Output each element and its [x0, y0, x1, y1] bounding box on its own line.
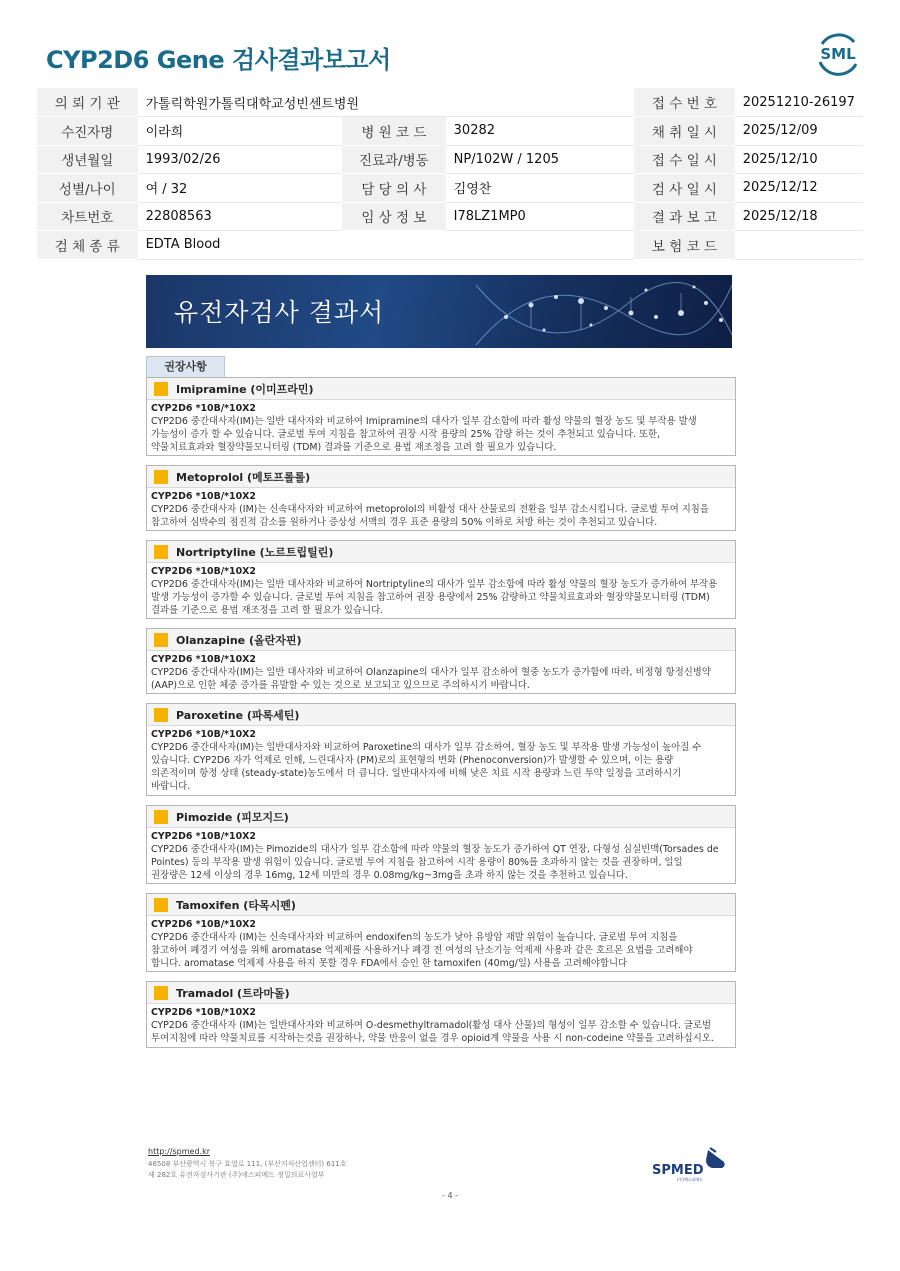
drug-marker-icon: [154, 382, 168, 396]
info-value: 김영찬: [446, 174, 635, 203]
info-value: 1993/02/26: [138, 145, 343, 174]
drug-text-line: CYP2D6 중간대사자(IM)는 일반 대사자와 비교하여 Imipramine의 대사가 일부 감소함에 따라 활성 약물의 혈장 농도 및 부작용 발생: [151, 416, 697, 427]
info-row: [37, 117, 863, 146]
drug-text-line: 결과를 기준으로 용법 재조정을 고려 할 필요가 있습니다.: [151, 605, 384, 616]
drug-marker-icon: [154, 810, 168, 824]
drug-card-tamoxifen: [146, 893, 736, 972]
info-label: 차트번호: [37, 202, 138, 231]
drug-card-imipramine: [146, 377, 736, 456]
info-label: 성별/나이: [37, 174, 138, 203]
drug-genotype: CYP2D6 *10B/*10X2: [151, 831, 256, 842]
drug-card-body: [147, 916, 735, 974]
info-row: [37, 88, 863, 117]
drug-genotype: CYP2D6 *10B/*10X2: [151, 566, 256, 577]
footer-address-line: 46508 부산광역시 북구 효열로 111, (부산지식산업센터) 611호: [148, 1160, 347, 1168]
info-value: 여 / 32: [138, 174, 343, 203]
drug-genotype: CYP2D6 *10B/*10X2: [151, 491, 256, 502]
info-label: 접 수 번 호: [634, 88, 735, 117]
drug-card-pimozide: [146, 805, 736, 884]
spmed-logo-text: SPMED: [652, 1163, 704, 1178]
drug-text-line: CYP2D6 중간대사자(IM)는 일반대사자와 비교하여 Paroxetine의 대사가 일부 감소하여, 혈장 농도 및 부작용 발생 가능성이 높아질 수: [151, 742, 702, 753]
info-label: 접 수 일 시: [634, 145, 735, 174]
drug-name: Tamoxifen (타목시펜): [176, 899, 296, 912]
drug-text-line: CYP2D6 중간대사자(IM)는 일반 대사자와 비교하여 Olanzapine의 대사가 일부 감소하여 혈중 농도가 증가함에 따라, 비정형 항정신병약: [151, 667, 711, 678]
drug-marker-icon: [154, 633, 168, 647]
drug-card-header: [147, 894, 735, 916]
drug-card-header: [147, 378, 735, 400]
info-label: 병 원 코 드: [342, 117, 446, 146]
drug-text-line: (AAP)으로 인한 체중 증가를 유발할 수 있는 것으로 보고되고 있으므로 주의하시기 바랍니다.: [151, 680, 530, 691]
footer-address: [148, 1159, 347, 1181]
drug-genotype: CYP2D6 *10B/*10X2: [151, 403, 256, 414]
drug-name: Paroxetine (파록세틴): [176, 709, 300, 722]
info-value: 2025/12/12: [735, 174, 863, 203]
footer-address-line: 제 282호 유전자검사기관 (주)에스피메드 정밀의료사업부: [148, 1171, 325, 1179]
drug-marker-icon: [154, 986, 168, 1000]
drug-text-line: CYP2D6 중간대사자 (IM)는 일반대사자와 비교하여 O-desmethyltramadol(활성 대사 산물)의 형성이 일부 감소할 수 있습니다. 글로벌: [151, 1020, 712, 1031]
drug-text-line: CYP2D6 중간대사자(IM)는 Pimozide의 대사가 일부 감소함에 따라 약물의 혈장 농도가 증가하여 QT 연장, 다형성 심실빈맥(Torsades de: [151, 844, 719, 855]
drug-text-line: CYP2D6 중간대사자 (IM)는 신속대사자와 비교하여 metoprolol의 비활성 대사 산물로의 전환을 일부 감소시킵니다. 글로벌 투여 지침을: [151, 504, 709, 515]
drug-genotype: CYP2D6 *10B/*10X2: [151, 654, 256, 665]
drug-text-line: Pointes) 등의 부작용 발생 위험이 있습니다. 글로벌 투여 지침을 참고하여 시작 용량이 80%를 초과하지 않는 것을 권장하며, 일일: [151, 857, 683, 868]
info-label: 결 과 보 고: [634, 202, 735, 231]
drug-name: Tramadol (트라마돌): [176, 987, 290, 1000]
drug-card-tramadol: [146, 981, 736, 1048]
drug-name: Imipramine (이미프라민): [176, 383, 314, 396]
drug-card-header: [147, 629, 735, 651]
drug-text-line: 가능성이 증가 할 수 있습니다. 글로벌 투여 지침을 참고하여 권장 시작 용량의 25% 감량 하는 것이 추천되고 있습니다. 또한,: [151, 429, 661, 440]
info-row: [37, 174, 863, 203]
drug-text-line: 참고하여 심박수의 점진적 감소를 원하거나 증상성 서맥의 경우 표준 용량의 50% 이하로 처방 하는 것이 추천되고 있습니다.: [151, 517, 658, 528]
report-title: CYP2D6 Gene 검사결과보고서: [46, 46, 391, 74]
drug-card-nortriptyline: [146, 540, 736, 619]
drug-text-line: 발생 가능성이 증가할 수 있습니다. 글로벌 투여 지침을 참고하여 권장 용량에서 25% 감량하고 약물치료효과와 혈장약물모니터링 (TDM): [151, 592, 710, 603]
drug-text-line: 의존적이며 항정 상태 (steady-state)농도에서 더 큽니다. 일반대사자에 비해 낮은 치료 시작 용량과 느린 투약 일정을 고려하시기: [151, 768, 682, 779]
info-value: 2025/12/18: [735, 202, 863, 231]
sml-logo-text: SML: [820, 45, 856, 63]
drug-text-line: 있습니다. CYP2D6 자가 억제로 인해, 느린대사자 (PM)로의 표현형의 변화 (Phenoconversion)가 발생할 수 있으며, 이는 용량: [151, 755, 674, 766]
drug-card-body: [147, 400, 735, 458]
info-value: I78LZ1MP0: [446, 202, 635, 231]
drug-text-line: 권장량은 12세 이상의 경우 16mg, 12세 미만의 경우 0.08mg/kg~3mg을 초과 하지 않는 것을 추천하고 있습니다.: [151, 870, 628, 881]
drug-text-line: CYP2D6 중간대사자 (IM)는 신속대사자와 비교하여 endoxifen의 농도가 낮아 유방암 재발 위험이 높습니다. 글로벌 투여 지침을: [151, 932, 678, 943]
info-value: 2025/12/09: [735, 117, 863, 146]
drug-name: Nortriptyline (노르트립틸린): [176, 546, 334, 559]
drug-name: Metoprolol (메토프롤롤): [176, 471, 311, 484]
drug-marker-icon: [154, 898, 168, 912]
info-value: NP/102W / 1205: [446, 145, 635, 174]
info-value-requesting-institution: 가톨릭학원가톨릭대학교성빈센트병원: [138, 88, 635, 117]
drug-marker-icon: [154, 470, 168, 484]
drug-card-body: [147, 1004, 735, 1049]
drug-card-body: [147, 651, 735, 696]
drug-text-line: 참고하여 폐경기 여성을 위해 aromatase 억제제를 사용하거나 폐경 전 여성의 난소기능 억제제 사용과 같은 호르몬 요법을 고려해야: [151, 945, 693, 956]
info-label: 진료과/병동: [342, 145, 446, 174]
info-value: 이라희: [138, 117, 343, 146]
page-number: - 4 -: [442, 1191, 458, 1200]
recommendations-tab: 권장사항: [146, 356, 225, 377]
drug-genotype: CYP2D6 *10B/*10X2: [151, 1007, 256, 1018]
drug-card-body: [147, 726, 735, 797]
info-value: 30282: [446, 117, 635, 146]
info-value: 22808563: [138, 202, 343, 231]
info-label: 임 상 정 보: [342, 202, 446, 231]
drug-marker-icon: [154, 545, 168, 559]
drug-card-paroxetine: [146, 703, 736, 796]
drug-card-header: [147, 704, 735, 726]
drug-card-header: [147, 806, 735, 828]
drug-text-line: CYP2D6 중간대사자(IM)는 일반 대사자와 비교하여 Nortriptyline의 대사가 일부 감소함에 따라 활성 약물의 혈장 농도가 증가하여 부작용: [151, 579, 718, 590]
drug-text-line: 바랍니다.: [151, 781, 191, 792]
drug-card-metoprolol: [146, 465, 736, 531]
spmed-logo: [650, 1146, 730, 1182]
drug-text-line: 약물치료효과와 혈장약물모니터링 (TDM) 결과를 기준으로 용법 재조정을 고려 할 필요가 있습니다.: [151, 442, 557, 453]
info-value-specimen-type: EDTA Blood: [138, 231, 635, 260]
patient-info-table: [37, 88, 863, 260]
info-label: 의 뢰 기 관: [37, 88, 138, 117]
info-label: 검 체 종 류: [37, 231, 138, 260]
info-value: [735, 231, 863, 260]
info-value: 20251210-26197: [735, 88, 863, 117]
info-label: 생년월일: [37, 145, 138, 174]
info-row: [37, 202, 863, 231]
drug-card-body: [147, 563, 735, 621]
info-row: [37, 231, 863, 260]
drug-text-line: 합니다. aromatase 억제제 사용을 하지 못할 경우 FDA에서 승인 한 tamoxifen (40mg/일) 사용을 고려해야합니다: [151, 958, 628, 969]
drug-genotype: CYP2D6 *10B/*10X2: [151, 919, 256, 930]
result-banner: [146, 275, 732, 348]
info-value: 2025/12/10: [735, 145, 863, 174]
footer-link[interactable]: http://spmed.kr: [148, 1147, 211, 1156]
info-label: 검 사 일 시: [634, 174, 735, 203]
drug-card-header: [147, 466, 735, 488]
drug-card-olanzapine: [146, 628, 736, 694]
sml-logo: [814, 30, 862, 76]
drug-name: Pimozide (피모지드): [176, 811, 289, 824]
banner-title: 유전자검사 결과서: [174, 298, 385, 327]
drug-marker-icon: [154, 708, 168, 722]
info-label: 보 험 코 드: [634, 231, 735, 260]
info-label: 채 취 일 시: [634, 117, 735, 146]
drug-card-header: [147, 982, 735, 1004]
drug-genotype: CYP2D6 *10B/*10X2: [151, 729, 256, 740]
info-label: 담 당 의 사: [342, 174, 446, 203]
drug-text-line: 투여지침에 따라 약물치료를 시작하는것을 권장하나, 약물 반응이 없을 경우 opioid계 약물을 사용 시 non-codeine 약물을 고려하십시오.: [151, 1033, 714, 1044]
drug-name: Olanzapine (올란자핀): [176, 634, 302, 647]
info-label: 수진자명: [37, 117, 138, 146]
drug-card-header: [147, 541, 735, 563]
info-row: [37, 145, 863, 174]
spmed-logo-subtext: (주)에스피메드: [676, 1177, 704, 1182]
drug-card-body: [147, 488, 735, 533]
drug-card-body: [147, 828, 735, 886]
